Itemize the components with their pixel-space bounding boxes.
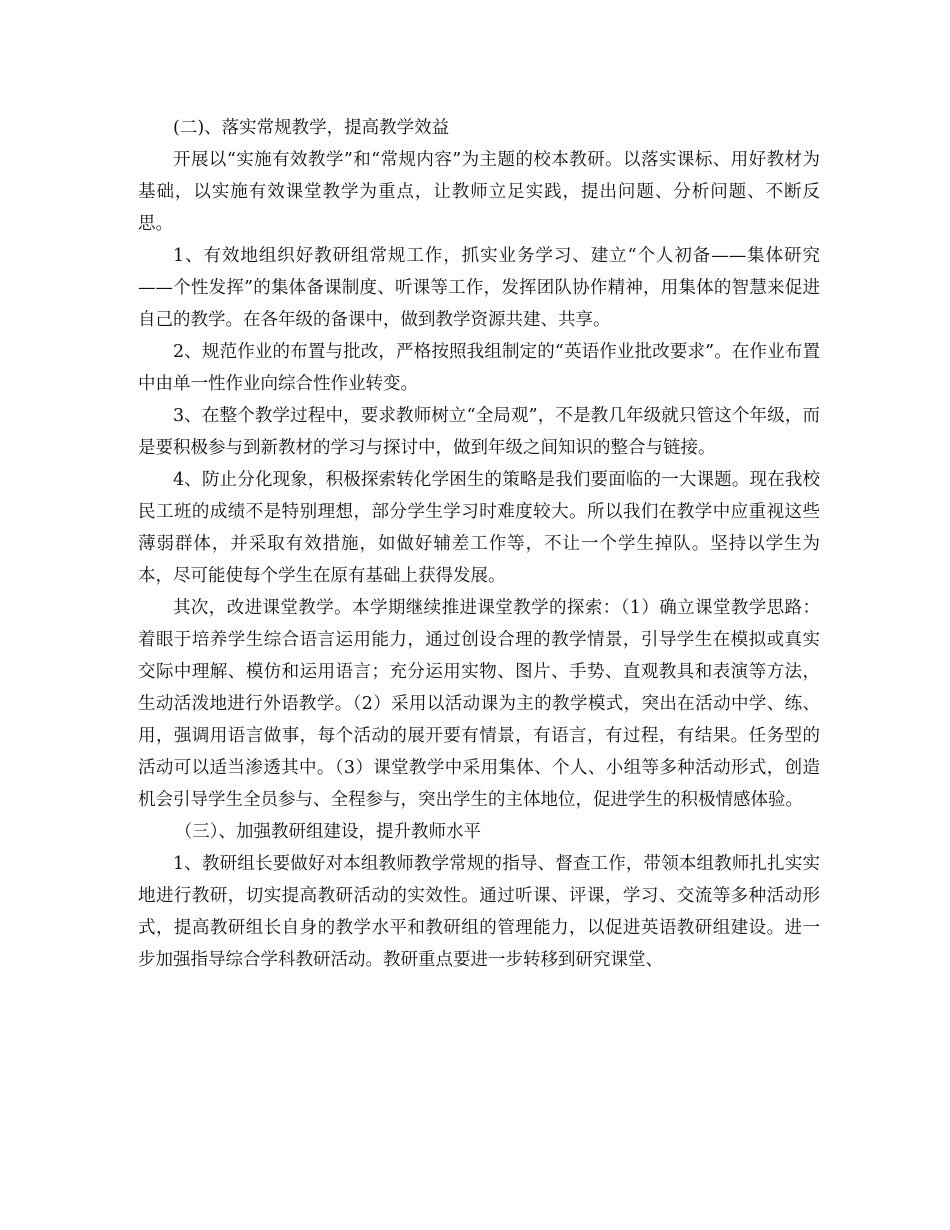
section-2-item-1: 1、有效地组织好教研组常规工作，抓实业务学习、建立“个人初备——集体研究——个性发挥”的集体备课制度、听课等工作，发挥团队协作精神，用集体的智慧来促进自己的教学。在各年级的备课中，做到教学资源共建、共享。: [138, 246, 820, 330]
section-2-item-4: 4、防止分化现象，积极探索转化学困生的策略是我们要面临的一大课题。现在我校民工班的成绩不是特别理想，部分学生学习时难度较大。所以我们在教学中应重视这些薄弱群体，并采取有效措施，如做好辅差工作等，不让一个学生掉队。坚持以学生为本，尽可能使每个学生在原有基础上获得发展。: [138, 470, 820, 586]
section-2-heading: (二)、落实常规教学，提高教学效益: [173, 118, 450, 138]
section-2-item-2: 2、规范作业的布置与批改，严格按照我组制定的“英语作业批改要求”。在作业布置中由单一性作业向综合性作业转变。: [138, 342, 820, 394]
section-3-item-1: 1、教研组长要做好对本组教师教学常规的指导、督查工作，带领本组教师扎扎实实地进行教研，切实提高教研活动的实效性。通过听课、评课，学习、交流等多种活动形式，提高教研组长自身的教学水平和教研组的管理能力，以促进英语教研组建设。进一步加强指导综合学科教研活动。教研重点要进一步转移到研究课堂、: [138, 854, 820, 970]
document-body: [138, 112, 820, 976]
section-2-item-3: 3、在整个教学过程中，要求教师树立“全局观”，不是教几年级就只管这个年级，而是要积极参与到新教材的学习与探讨中，做到年级之间知识的整合与链接。: [138, 406, 820, 458]
section-3-heading: （三）、加强教研组建设，提升教师水平: [174, 822, 481, 842]
section-2-intro: 开展以“实施有效教学”和“常规内容”为主题的校本教研。以落实课标、用好教材为基础，以实施有效课堂教学为重点，让教师立足实践，提出问题、分析问题、不断反思。: [138, 150, 820, 234]
section-2-classroom-teaching: 其次，改进课堂教学。本学期继续推进课堂教学的探索：（1）确立课堂教学思路：着眼于培养学生综合语言运用能力，通过创设合理的教学情景，引导学生在模拟或真实交际中理解、模仿和运用语言；充分运用实物、图片、手势、直观教具和表演等方法，生动活泼地进行外语教学。（2）采用以活动课为主的教学模式，突出在活动中学、练、用，强调用语言做事，每个活动的展开要有情景，有语言，有过程，有结果。任务型的活动可以适当渗透其中。（3）课堂教学中采用集体、个人、小组等多种活动形式，创造机会引导学生全员参与、全程参与，突出学生的主体地位，促进学生的积极情感体验。: [138, 598, 820, 810]
